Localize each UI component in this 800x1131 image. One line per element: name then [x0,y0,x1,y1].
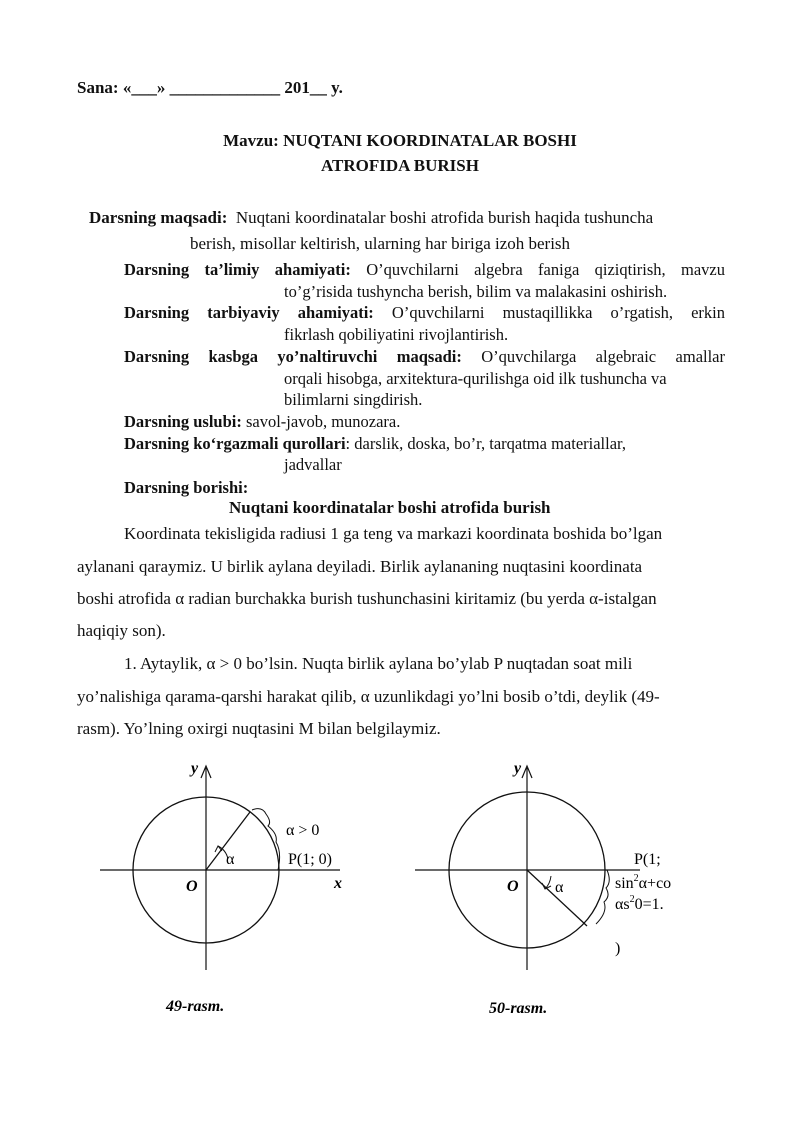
paragraph-1-line-3: boshi atrofida α radian burchakka burish tushunchasini kiritamiz (bu yerda α-istalgan [77,589,657,608]
purpose-text-1: Nuqtani koordinatalar boshi atrofida burish haqida tushuncha [235,208,654,227]
edu-text-2: to’g’risida tushyncha berish, bilim va malakasini oshirish. [284,282,668,301]
fig49-arc-brace [252,809,280,870]
fig50-origin-label: O [507,878,519,895]
fig49-alpha-gt-label: α > 0 [286,822,320,839]
fig50-caption: 50-rasm. [489,1000,548,1017]
paragraph-1-line-2: aylanani qaraymiz. U birlik aylana deyiladi. Birlik aylananing nuqtasini koordinata [77,557,643,576]
vocational-text-3: bilimlarni singdirish. [284,390,423,409]
upbringing-text-1: O’quvchilarni mustaqillikka o’rgatish, erkin [391,303,726,322]
upbringing-text-2: fikrlash qobiliyatini rivojlantirish. [284,325,509,344]
section-title: Nuqtani koordinatalar boshi atrofida burish [229,498,551,517]
fig50-point-line-1: P(1; [634,851,661,868]
fig49-alpha-label: α [226,851,235,868]
style-label: Darsning uslubi: [124,412,242,431]
figure-50 [415,760,671,1017]
paragraph-2-line-2: yo’nalishiga qarama-qarshi harakat qilib, α uzunlikdagi yo’lni bosib o’tdi, deylik (49- [77,687,660,706]
paragraph-1-line-1: Koordinata tekisligida radiusi 1 ga teng va markazi koordinata boshida bo’lgan [124,524,663,543]
fig49-x-label: x [334,875,342,892]
fig50-y-label: y [514,760,522,777]
fig49-y-label: y [191,760,199,777]
fig50-point-line-2: $\sin^2\alpha+co$ [615,873,672,892]
fig50-arc-brace [596,870,609,924]
fig50-alpha-label: α [555,879,564,896]
purpose-text-2: berish, misollar keltirish, ularning har biriga izoh berish [190,234,571,253]
edu-label: Darsning ta’limiy ahamiyati: [124,260,351,279]
aids-text-2: jadvallar [284,455,342,474]
paragraph-1-line-4: haqiqiy son). [77,621,166,640]
purpose-label: Darsning maqsadi: [89,208,228,227]
edu-text-1: O’quvchilarni algebra faniga qiziqtirish, mavzu [366,260,725,279]
vocational-text-2: orqali hisobga, arxitektura-qurilishga oid ilk tushuncha va [284,369,667,388]
paragraph-2-line-3: rasm). Yo’lning oxirgi nuqtasini M bilan belgilaymiz. [77,719,441,738]
fig50-angle-arrow [542,883,551,889]
aids-label: Darsning ko‘rgazmali qurollari [124,434,346,453]
upbringing-label: Darsning tarbiyaviy ahamiyati: [124,303,374,322]
fig50-point-line-4: ) [615,940,621,957]
fig49-point-label: P(1; 0) [288,851,332,868]
aids-text-1: : darslik, doska, bo’r, tarqatma materiallar, [345,434,626,453]
fig49-caption: 49-rasm. [166,998,225,1015]
vocational-text-1: O’quvchilarga algebraic amallar [481,347,725,366]
paragraph-2-line-1: 1. Aytaylik, α > 0 bo’lsin. Nuqta birlik aylana bo’ylab P nuqtadan soat mili [124,654,633,673]
fig50-point-line-3: $\alpha s^20=1$. [615,894,664,913]
fig49-origin-label: O [186,878,198,895]
date-line: Sana: «___» _____________ 201__ y. [77,78,343,97]
page-title-line1: Mavzu: NUQTANI KOORDINATALAR BOSHI [223,131,577,150]
lesson-flow-label: Darsning borishi: [124,478,249,497]
figure-49 [100,760,342,1015]
page-title-line2: ATROFIDA BURISH [321,156,479,175]
style-text: savol-javob, munozara. [245,412,401,431]
vocational-label: Darsning kasbga yo’naltiruvchi maqsadi: [124,347,462,366]
